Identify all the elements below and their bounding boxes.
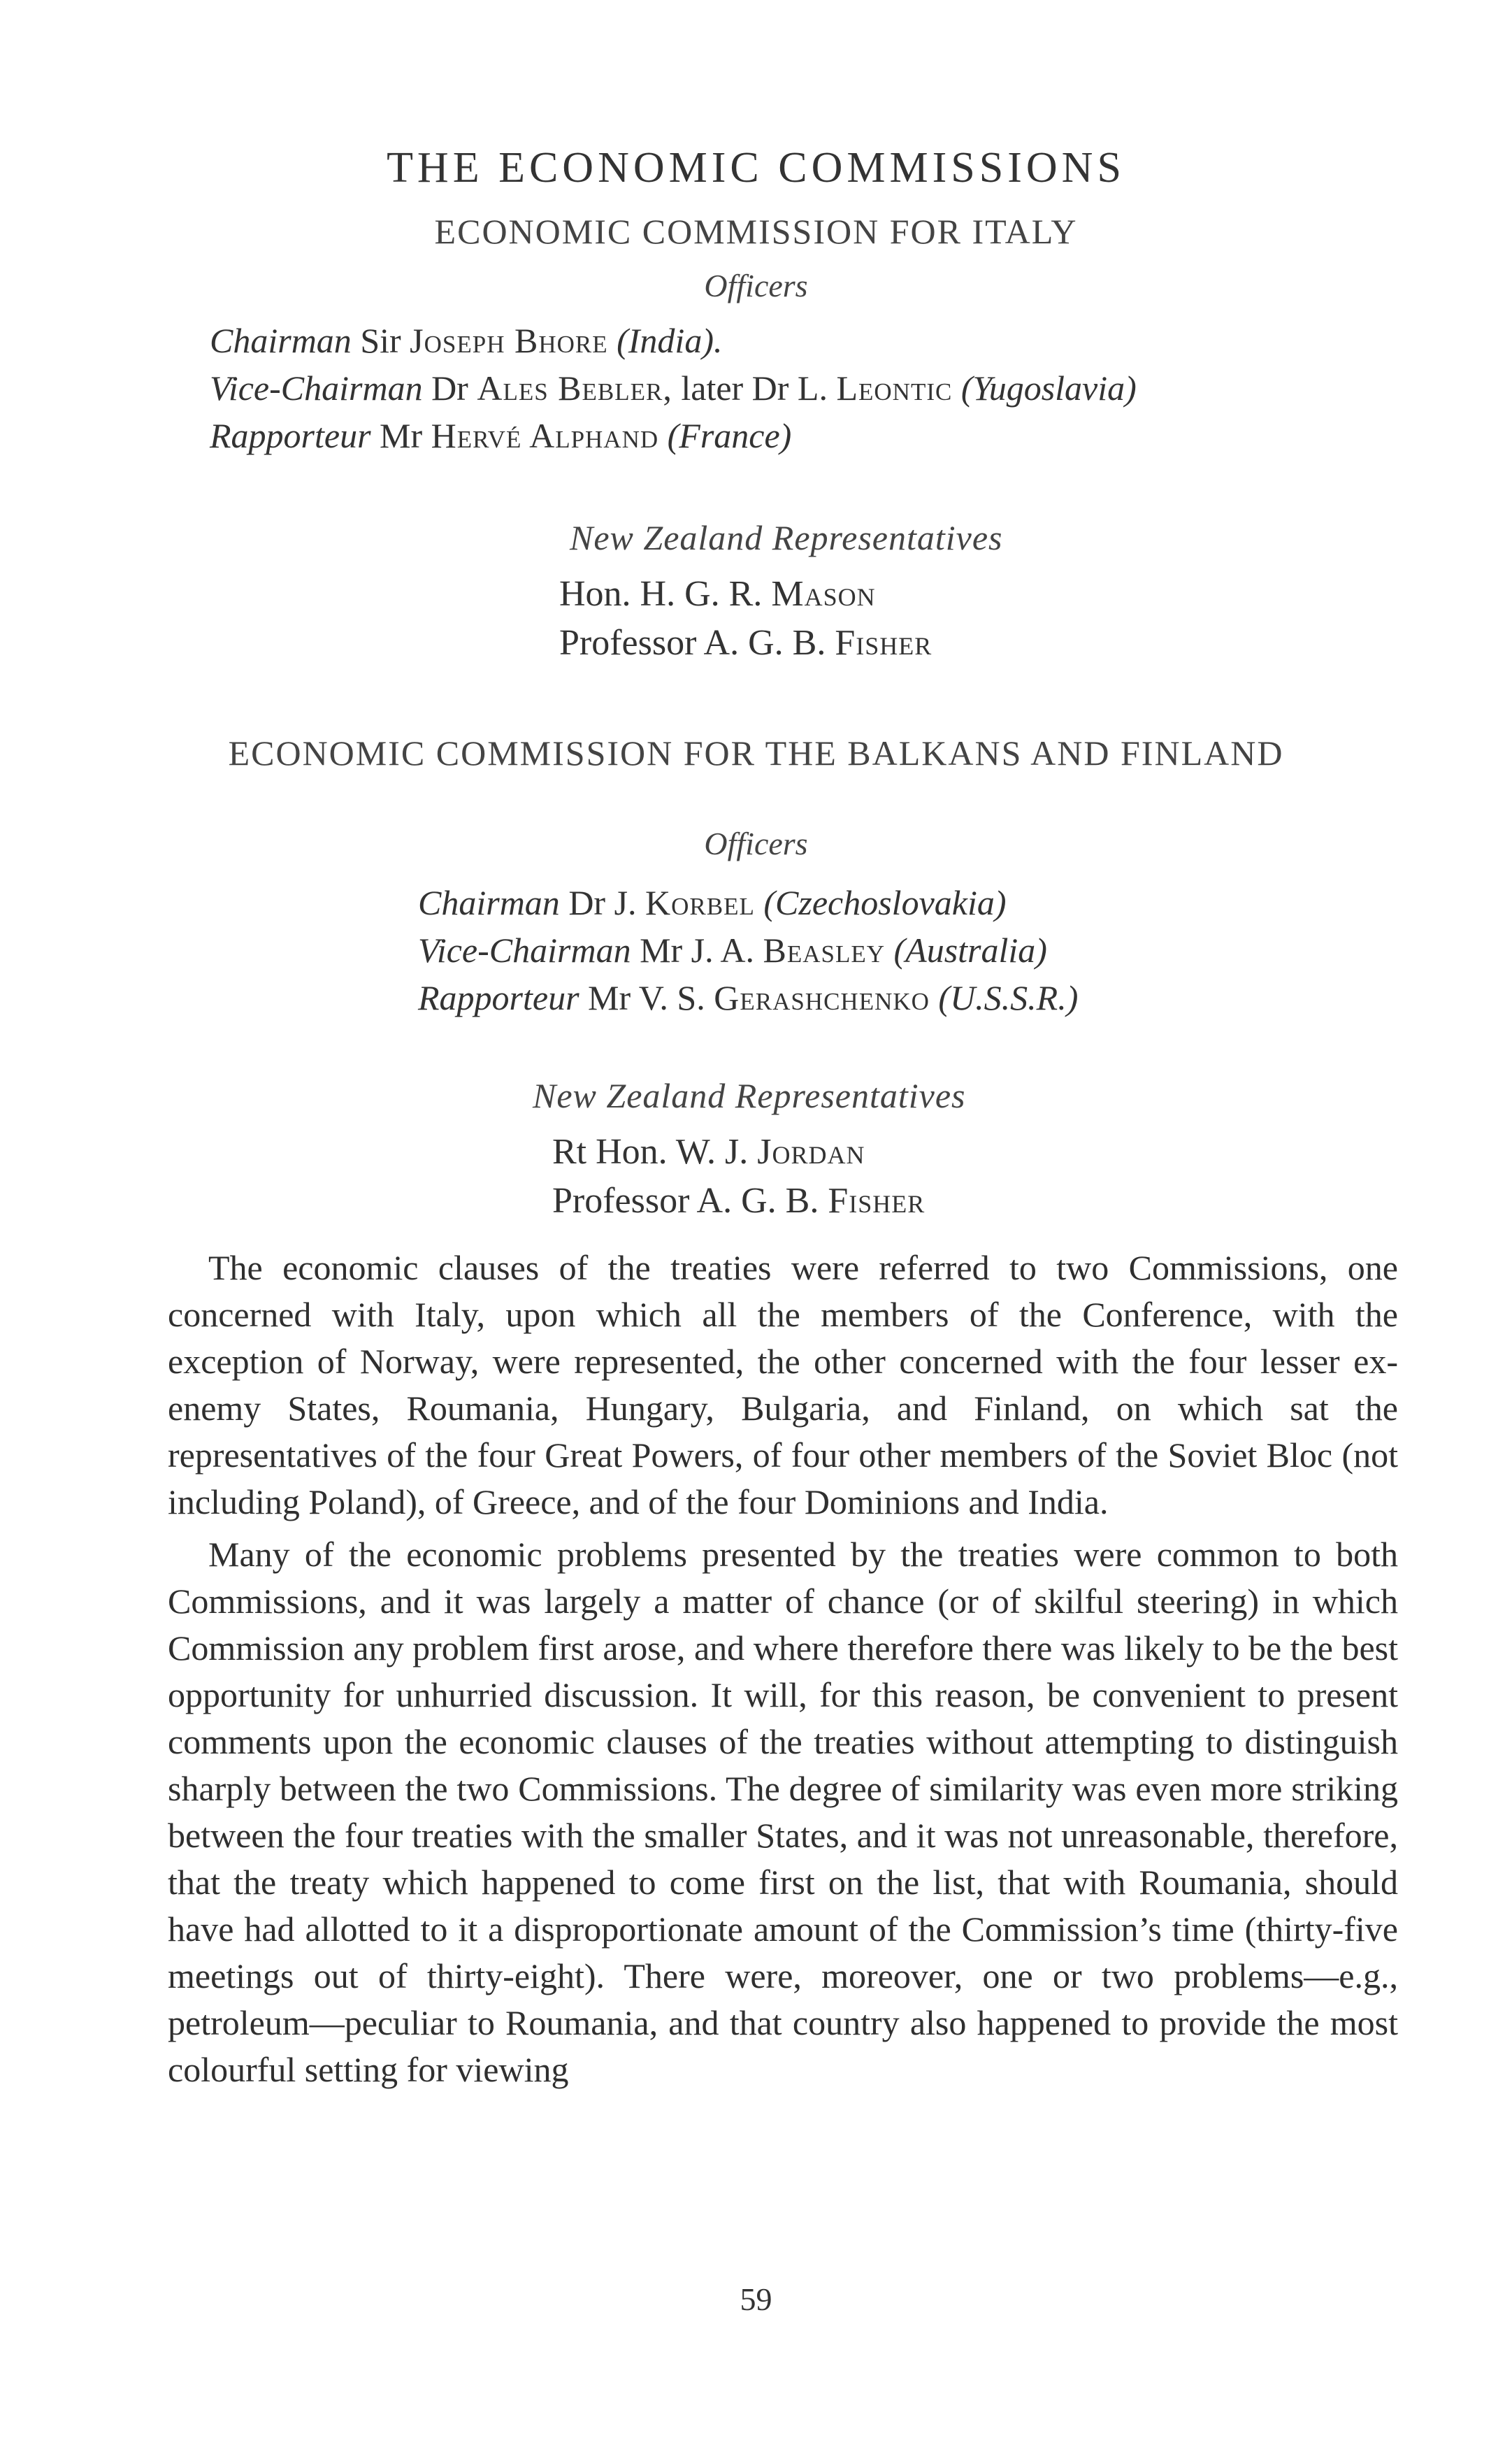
rep-prefix: Professor A. G. B. (559, 623, 826, 663)
officer-country: (Czechoslovakia) (763, 883, 1007, 922)
balkans-representative-2 (552, 1180, 925, 1221)
rep-surname: Mason (771, 574, 876, 614)
balkans-officer-rapporteur (418, 977, 1078, 1018)
officer-name-prefix: Mr (380, 416, 423, 455)
balkans-nz-heading: New Zealand Representatives (533, 1076, 966, 1115)
balkans-officer-vice-chairman (418, 930, 1047, 970)
italy-officer-chairman (210, 320, 722, 361)
officer-role: Rapporteur (210, 416, 371, 455)
officer-country: (India). (617, 321, 723, 360)
italy-representative-2 (559, 622, 932, 664)
officer-role: Vice-Chairman (210, 368, 423, 408)
balkans-officers-heading: Officers (704, 826, 808, 861)
officer-name: Hervé Alphand (431, 416, 659, 455)
rep-surname: Fisher (835, 623, 933, 663)
body-text (168, 1245, 1398, 2093)
balkans-officer-chairman (418, 882, 1007, 923)
officer-role: Chairman (418, 883, 560, 922)
officer-country: (Australia) (893, 931, 1047, 970)
italy-officers-heading: Officers (704, 268, 808, 303)
page-title: THE ECONOMIC COMMISSIONS (387, 144, 1125, 192)
officer-name: Ales Bebler, (477, 368, 672, 408)
italy-officer-vice-chairman (210, 368, 1137, 408)
rep-surname: Jordan (757, 1132, 865, 1172)
officer-role: Chairman (210, 321, 352, 360)
rep-prefix: Professor A. G. B. (552, 1181, 819, 1221)
officer-name: Gerashchenko (714, 978, 930, 1017)
officer-name-prefix: Mr V. S. (588, 978, 705, 1017)
officer-country: (U.S.S.R.) (938, 978, 1079, 1017)
balkans-representative-1 (552, 1131, 865, 1173)
officer-name-prefix: Dr (431, 368, 468, 408)
officer-name-prefix: Sir (360, 321, 401, 360)
paragraph-1: The economic clauses of the treaties were referred to two Commissions, one concerned with Italy, upon which all the members of the Conference, with the exception of Norway, were represented, the other concerned with the four lesser ex-enemy States, Roumania, Hungary, Bulgaria, and Finland, on which sat the representatives of the four Great Powers, of four other members of the Soviet Bloc (not including Poland), of Greece, and of the four Dominions and India. (168, 1248, 1398, 1521)
officer-role: Rapporteur (418, 978, 579, 1017)
italy-commission-title: ECONOMIC COMMISSION FOR ITALY (434, 212, 1078, 251)
officer-name: Beasley (763, 931, 886, 970)
italy-nz-heading: New Zealand Representatives (570, 518, 1003, 557)
rep-surname: Fisher (828, 1181, 926, 1221)
rep-prefix: Rt Hon. W. J. (552, 1132, 749, 1172)
officer-name-second: Leontic (836, 368, 953, 408)
officer-name-prefix: Mr J. A. (640, 931, 754, 970)
officer-role: Vice-Chairman (418, 931, 631, 970)
officer-name: Joseph Bhore (410, 321, 608, 360)
rep-prefix: Hon. H. G. R. (559, 574, 763, 614)
officer-name: Korbel (645, 883, 755, 922)
italy-officer-rapporteur (210, 415, 791, 456)
officer-country: (France) (667, 416, 792, 455)
balkans-commission-title: ECONOMIC COMMISSION FOR THE BALKANS AND FINLAND (228, 733, 1284, 773)
officer-name-prefix: Dr J. (568, 883, 637, 922)
paragraph-2: Many of the economic problems presented by the treaties were common to both Commissions, and it was largely a matter of chance (or of skilful steering) in which Commission any problem first arose, and where therefore there was likely to be the best opportunity for unhurried discussion. It will, for this reason, be convenient to present comments upon the economic clauses of the treaties without attempting to distinguish sharply between the two Commissions. The degree of similarity was even more striking between the four treaties with the smaller States, and it was not unreasonable, therefore, that the treaty which happened to come first on the list, that with Roumania, should have had allotted to it a disproportionate amount of the Commission’s time (thirty-five meetings out of thirty-eight). There were, moreover, one or two problems—e.g., petroleum—peculiar to Roumania, and that country also happened to provide the most colourful setting for viewing (168, 1535, 1398, 2089)
officer-name-suffix: later Dr L. (681, 368, 828, 408)
officer-country: (Yugoslavia) (960, 368, 1137, 408)
italy-representative-1 (559, 573, 876, 615)
page-number: 59 (740, 2281, 772, 2317)
